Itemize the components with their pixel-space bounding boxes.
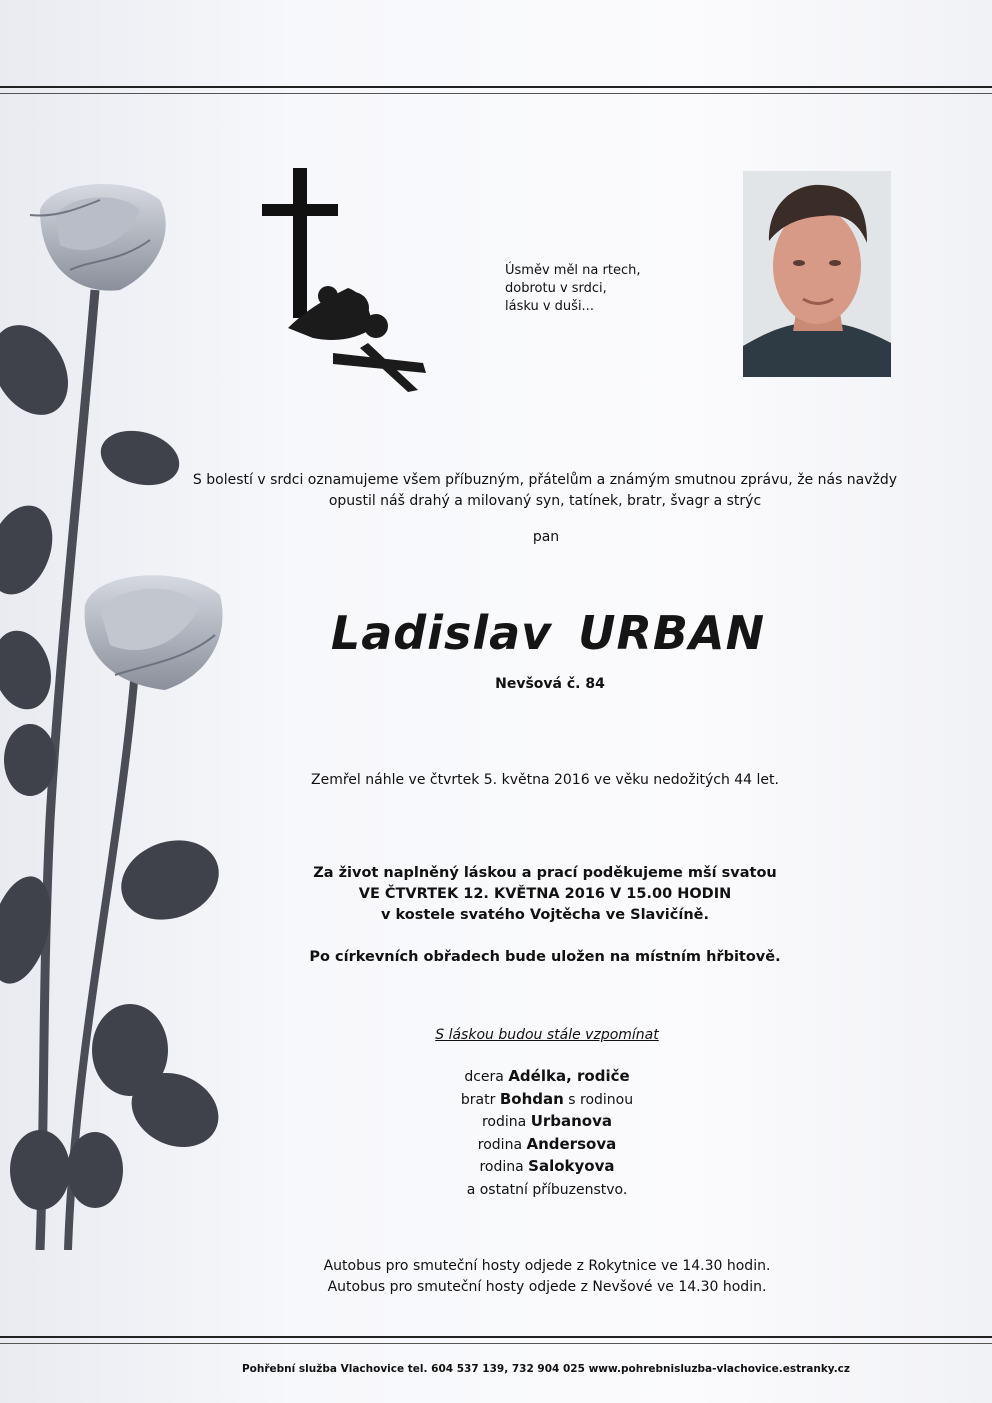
bus-notice: Autobus pro smuteční hosty odjede z Rokytnice ve 14.30 hodin.	[323, 1258, 771, 1274]
mourner-row	[400, 1156, 694, 1179]
mourner-prefix: bratr	[460, 1091, 500, 1108]
mourner-name: Adélka, rodiče	[508, 1067, 630, 1085]
ceremony-date: VE ČTVRTEK 12. KVĚTNA 2016 V 15.00 HODIN	[358, 886, 732, 902]
mourner-row	[400, 1134, 694, 1157]
mourner-prefix: rodina	[481, 1114, 531, 1130]
mourner-row	[400, 1111, 694, 1134]
deceased-name	[298, 606, 798, 660]
title-word: pan	[532, 529, 560, 545]
cross-with-flowers-icon	[258, 168, 430, 393]
mourner-prefix: dcera	[464, 1069, 509, 1085]
bottom-rule	[0, 1336, 992, 1338]
mourner-row	[400, 1179, 694, 1202]
mourners-list	[400, 1066, 694, 1201]
ceremony-place: v kostele svatého Vojtěcha ve Slavičíně.	[381, 907, 709, 923]
remember-heading: S láskou budou stále vzpomínat	[435, 1027, 659, 1043]
mourner-name: Urbanova	[530, 1112, 613, 1130]
intro-line: S bolestí v srdci oznamujeme všem příbuzným, přátelům a známým smutnou zprávu, že nás navždy	[192, 472, 898, 488]
mourner-prefix: a ostatní příbuzenstvo.	[466, 1181, 628, 1198]
burial-note: Po církevních obřadech bude uložen na místním hřbitově.	[309, 949, 781, 965]
bus-notice: Autobus pro smuteční hosty odjede z Nevšové ve 14.30 hodin.	[327, 1279, 767, 1295]
mourner-suffix: s rodinou	[563, 1091, 634, 1108]
mourner-prefix: rodina	[477, 1136, 527, 1153]
roses-illustration	[0, 170, 240, 1250]
address: Nevšová č. 84	[495, 676, 605, 692]
mourner-row	[400, 1066, 694, 1089]
top-rule	[0, 86, 992, 88]
motto-line: Úsměv měl na rtech,	[505, 263, 641, 278]
bottom-rule-thin	[0, 1343, 992, 1344]
motto	[505, 262, 705, 316]
death-notice: Zemřel náhle ve čtvrtek 5. května 2016 ve věku nedožitých 44 let.	[311, 772, 779, 788]
mourner-name: Bohdan	[499, 1089, 564, 1108]
surname: URBAN	[578, 606, 766, 660]
mourner-row	[400, 1089, 694, 1112]
footer-contact: Pohřební služba Vlachovice tel. 604 537 139, 732 904 025 www.pohrebnisluzba-vlachovice.estranky.cz	[241, 1363, 851, 1375]
motto-line: dobrotu v srdci,	[505, 281, 607, 296]
motto-line: lásku v duši...	[505, 299, 594, 314]
mourner-name: Salokyova	[528, 1157, 615, 1175]
intro-line: opustil náš drahý a milovaný syn, tatínek, bratr, švagr a strýc	[328, 493, 762, 509]
first-name: Ladislav	[330, 606, 553, 660]
mourner-prefix: rodina	[479, 1159, 529, 1175]
ceremony-line: Za život naplněný láskou a prací poděkujeme mší svatou	[313, 865, 777, 881]
portrait-photo	[743, 171, 891, 377]
top-rule-thin	[0, 93, 992, 94]
mourner-name: Andersova	[526, 1134, 617, 1153]
